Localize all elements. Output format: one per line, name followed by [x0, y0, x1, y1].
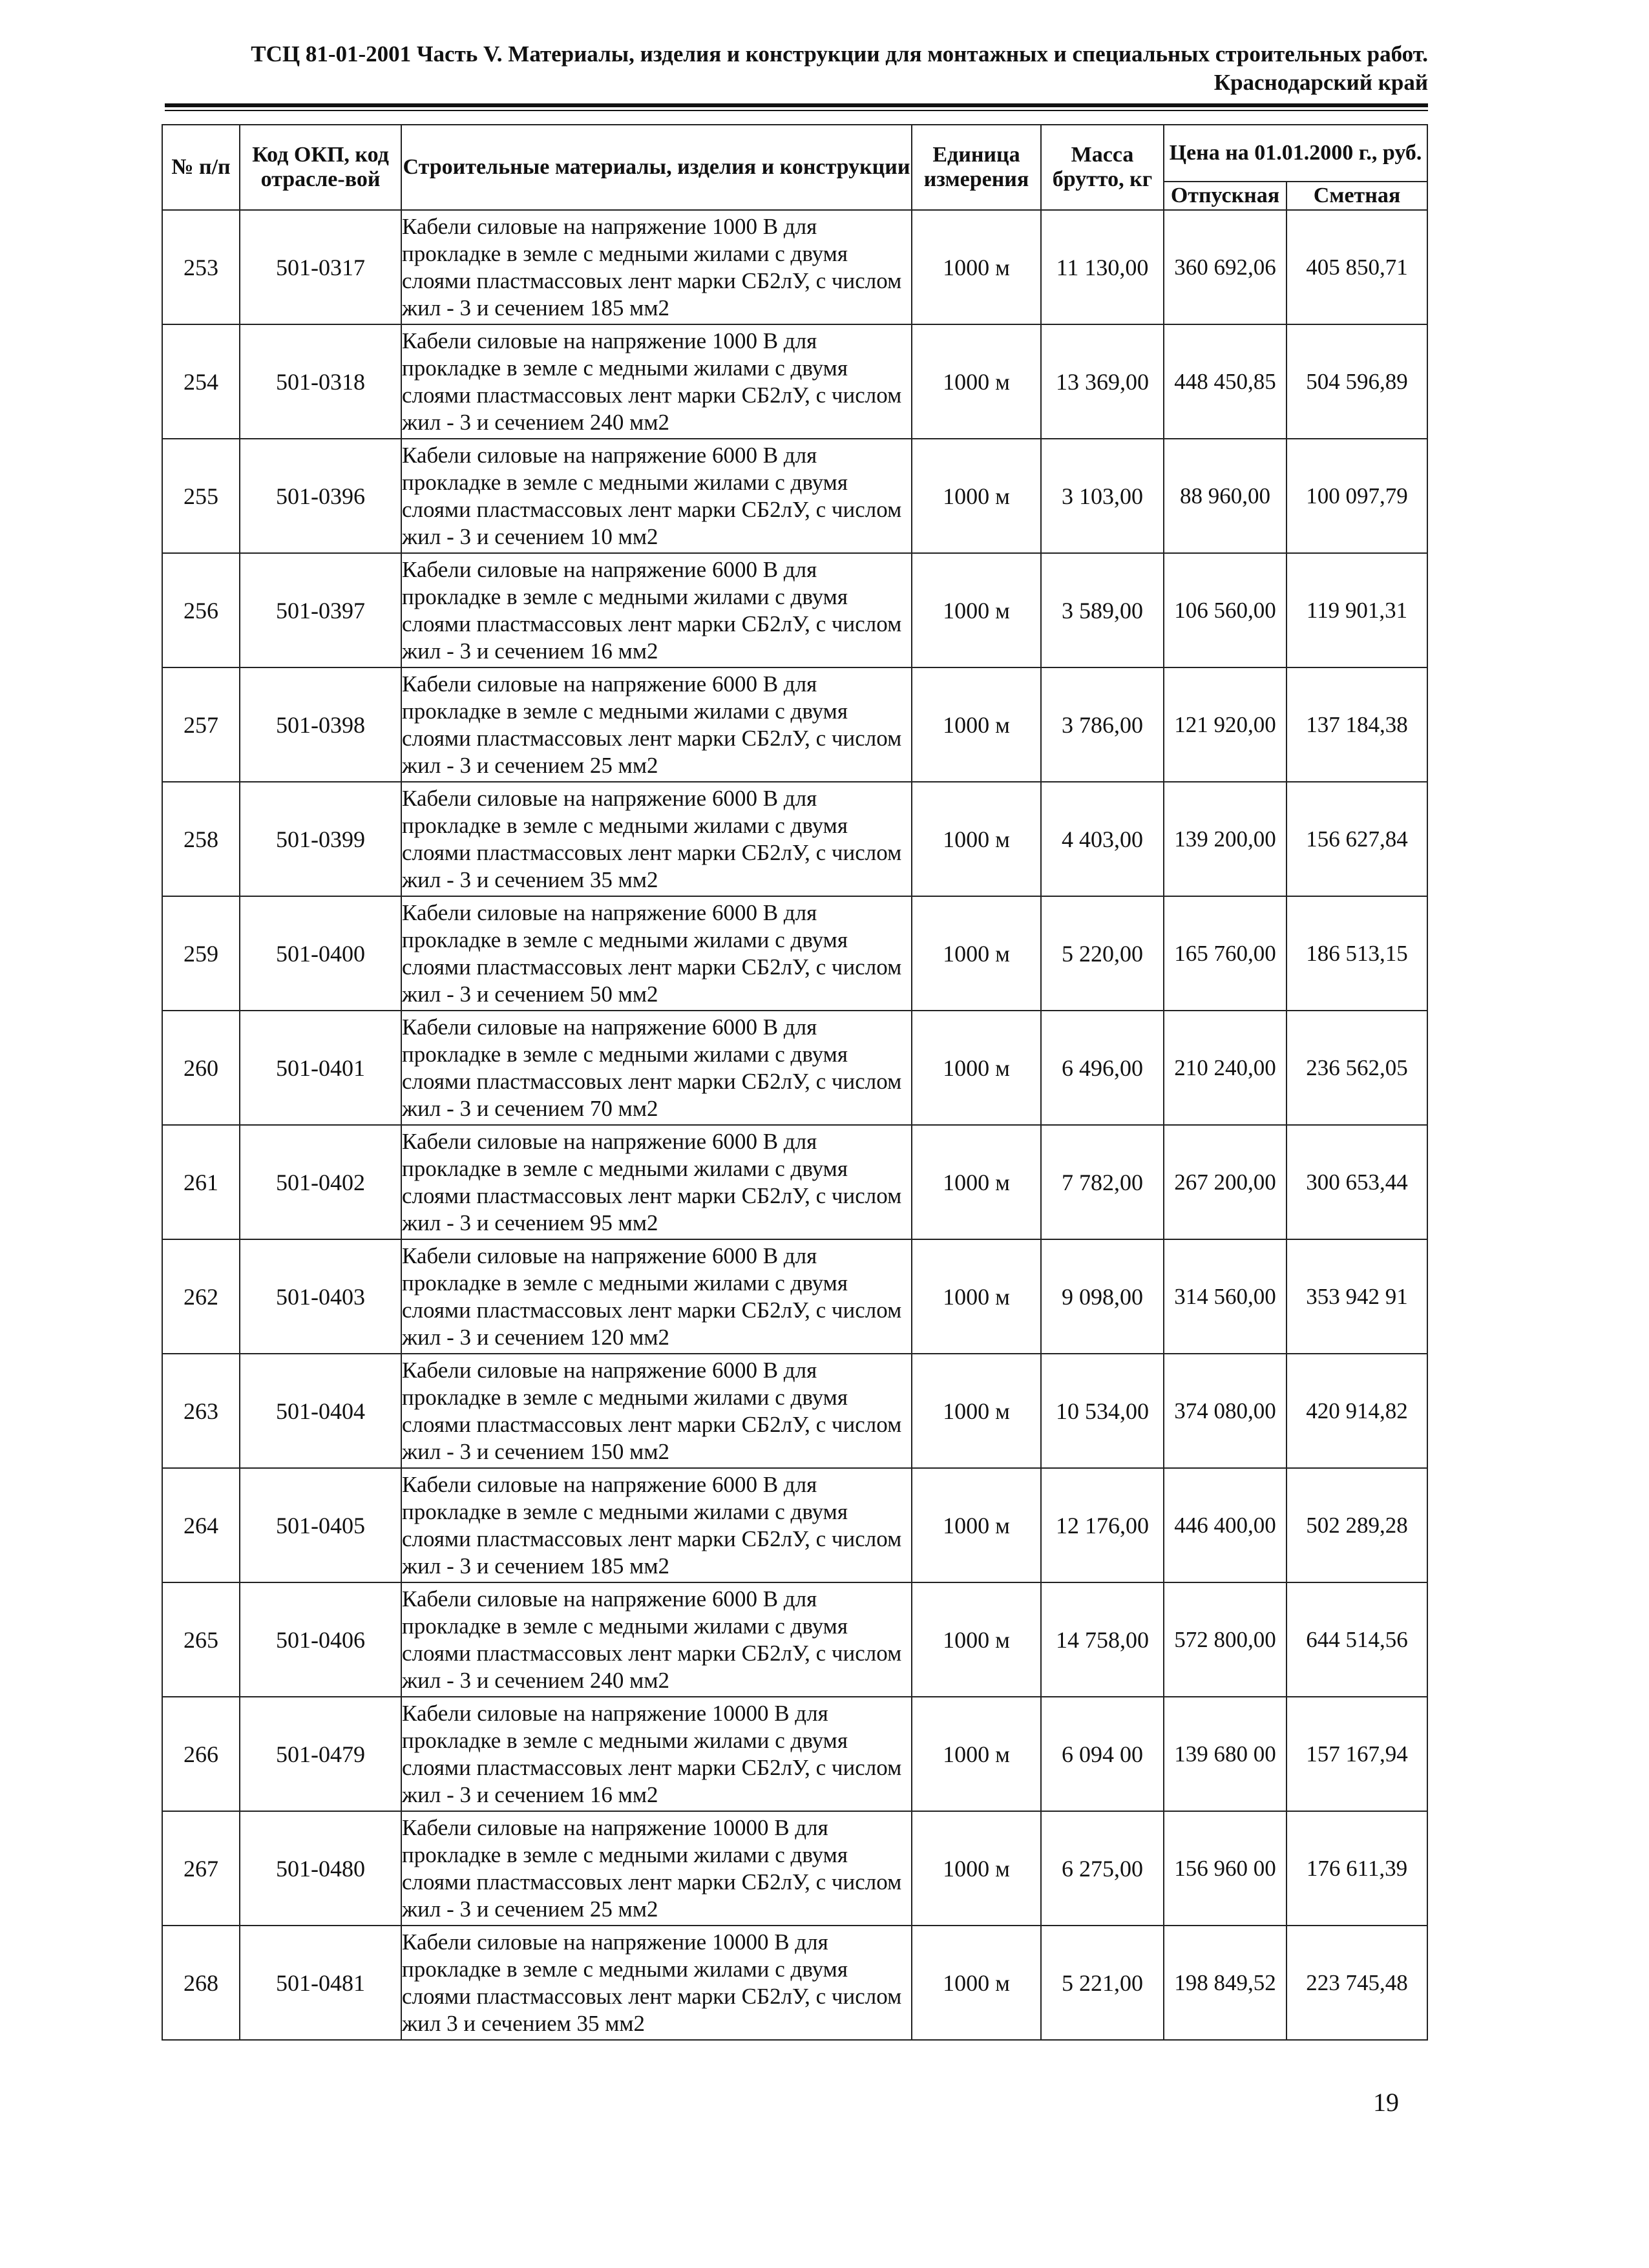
- row-name: Кабели силовые на напряжение 1000 В для прокладке в земле с медными жилами с двумя слоями пластмассовых лент марки СБ2лУ, с числом жил - 3 и сечением 185 мм2: [401, 210, 912, 324]
- row-mass: 13 369,00: [1041, 324, 1164, 439]
- document-title: ТСЦ 81-01-2001 Часть V. Материалы, изделия и конструкции для монтажных и специальных строительных работ.: [251, 41, 1428, 67]
- row-code: 501-0404: [240, 1354, 401, 1468]
- header-rule-thin: [165, 110, 1428, 111]
- table-row: [162, 1697, 1427, 1811]
- row-code: 501-0406: [240, 1582, 401, 1697]
- row-name: Кабели силовые на напряжение 6000 В для прокладке в земле с медными жилами с двумя слоями пластмассовых лент марки СБ2лУ, с числом жил - 3 и сечением 95 мм2: [401, 1125, 912, 1239]
- row-price-release: 198 849,52: [1164, 1926, 1287, 2040]
- row-number: 258: [162, 782, 240, 896]
- row-price-release: 88 960,00: [1164, 439, 1287, 553]
- table-row: [162, 1926, 1427, 2040]
- row-price-release: 210 240,00: [1164, 1011, 1287, 1125]
- region-subtitle: Краснодарский край: [1213, 70, 1428, 95]
- row-unit: 1000 м: [912, 1239, 1041, 1354]
- row-code: 501-0402: [240, 1125, 401, 1239]
- row-number: 253: [162, 210, 240, 324]
- row-mass: 12 176,00: [1041, 1468, 1164, 1582]
- row-name: Кабели силовые на напряжение 6000 В для прокладке в земле с медными жилами с двумя слоями пластмассовых лент марки СБ2лУ, с числом жил - 3 и сечением 50 мм2: [401, 896, 912, 1011]
- row-unit: 1000 м: [912, 1811, 1041, 1926]
- row-number: 267: [162, 1811, 240, 1926]
- row-price-release: 156 960 00: [1164, 1811, 1287, 1926]
- row-unit: 1000 м: [912, 1125, 1041, 1239]
- row-price-estimate: 119 901,31: [1287, 553, 1427, 667]
- row-mass: 5 220,00: [1041, 896, 1164, 1011]
- header-price-estimate: Сметная: [1287, 182, 1427, 210]
- table-row: [162, 324, 1427, 439]
- table-row: [162, 1354, 1427, 1468]
- row-code: 501-0398: [240, 667, 401, 782]
- row-name: Кабели силовые на напряжение 1000 В для прокладке в земле с медными жилами с двумя слоями пластмассовых лент марки СБ2лУ, с числом жил - 3 и сечением 240 мм2: [401, 324, 912, 439]
- row-code: 501-0403: [240, 1239, 401, 1354]
- row-name: Кабели силовые на напряжение 6000 В для прокладке в земле с медными жилами с двумя слоями пластмассовых лент марки СБ2лУ, с числом жил - 3 и сечением 25 мм2: [401, 667, 912, 782]
- row-unit: 1000 м: [912, 210, 1041, 324]
- table-row: [162, 1125, 1427, 1239]
- row-mass: 4 403,00: [1041, 782, 1164, 896]
- table-row: [162, 439, 1427, 553]
- row-price-release: 267 200,00: [1164, 1125, 1287, 1239]
- row-code: 501-0479: [240, 1697, 401, 1811]
- row-price-estimate: 236 562,05: [1287, 1011, 1427, 1125]
- row-unit: 1000 м: [912, 896, 1041, 1011]
- row-name: Кабели силовые на напряжение 6000 В для прокладке в земле с медными жилами с двумя слоями пластмассовых лент марки СБ2лУ, с числом жил - 3 и сечением 120 мм2: [401, 1239, 912, 1354]
- row-name: Кабели силовые на напряжение 6000 В для прокладке в земле с медными жилами с двумя слоями пластмассовых лент марки СБ2лУ, с числом жил - 3 и сечением 35 мм2: [401, 782, 912, 896]
- table-row: [162, 1239, 1427, 1354]
- row-number: 263: [162, 1354, 240, 1468]
- row-price-release: 139 680 00: [1164, 1697, 1287, 1811]
- row-name: Кабели силовые на напряжение 10000 В для прокладке в земле с медными жилами с двумя слоями пластмассовых лент марки СБ2лУ, с числом жил 3 и сечением 35 мм2: [401, 1926, 912, 2040]
- row-code: 501-0397: [240, 553, 401, 667]
- row-code: 501-0396: [240, 439, 401, 553]
- row-number: 257: [162, 667, 240, 782]
- table-header: [162, 125, 1427, 210]
- row-number: 261: [162, 1125, 240, 1239]
- row-price-release: 121 920,00: [1164, 667, 1287, 782]
- price-table: [162, 124, 1428, 2041]
- row-mass: 6 275,00: [1041, 1811, 1164, 1926]
- row-mass: 6 094 00: [1041, 1697, 1164, 1811]
- table-row: [162, 1811, 1427, 1926]
- row-code: 501-0400: [240, 896, 401, 1011]
- row-mass: 9 098,00: [1041, 1239, 1164, 1354]
- row-price-estimate: 353 942 91: [1287, 1239, 1427, 1354]
- row-price-release: 448 450,85: [1164, 324, 1287, 439]
- row-mass: 6 496,00: [1041, 1011, 1164, 1125]
- table-row: [162, 896, 1427, 1011]
- row-name: Кабели силовые на напряжение 6000 В для прокладке в земле с медными жилами с двумя слоями пластмассовых лент марки СБ2лУ, с числом жил - 3 и сечением 150 мм2: [401, 1354, 912, 1468]
- row-price-estimate: 186 513,15: [1287, 896, 1427, 1011]
- row-price-estimate: 504 596,89: [1287, 324, 1427, 439]
- row-unit: 1000 м: [912, 1697, 1041, 1811]
- row-code: 501-0399: [240, 782, 401, 896]
- row-price-estimate: 502 289,28: [1287, 1468, 1427, 1582]
- page-number: 19: [1373, 2088, 1399, 2117]
- row-price-release: 374 080,00: [1164, 1354, 1287, 1468]
- row-number: 268: [162, 1926, 240, 2040]
- row-mass: 11 130,00: [1041, 210, 1164, 324]
- row-mass: 3 589,00: [1041, 553, 1164, 667]
- row-number: 255: [162, 439, 240, 553]
- row-code: 501-0481: [240, 1926, 401, 2040]
- row-price-release: 314 560,00: [1164, 1239, 1287, 1354]
- table-body: [162, 210, 1427, 2040]
- header-num: № п/п: [162, 125, 240, 210]
- row-code: 501-0480: [240, 1811, 401, 1926]
- row-number: 262: [162, 1239, 240, 1354]
- row-price-release: 360 692,06: [1164, 210, 1287, 324]
- row-unit: 1000 м: [912, 324, 1041, 439]
- row-number: 254: [162, 324, 240, 439]
- header-code: Код ОКП, код отрасле-вой: [240, 125, 401, 210]
- row-price-estimate: 300 653,44: [1287, 1125, 1427, 1239]
- row-name: Кабели силовые на напряжение 10000 В для прокладке в земле с медными жилами с двумя слоями пластмассовых лент марки СБ2лУ, с числом жил - 3 и сечением 25 мм2: [401, 1811, 912, 1926]
- row-code: 501-0405: [240, 1468, 401, 1582]
- row-name: Кабели силовые на напряжение 6000 В для прокладке в земле с медными жилами с двумя слоями пластмассовых лент марки СБ2лУ, с числом жил - 3 и сечением 16 мм2: [401, 553, 912, 667]
- row-price-estimate: 100 097,79: [1287, 439, 1427, 553]
- table-row: [162, 1468, 1427, 1582]
- row-mass: 3 786,00: [1041, 667, 1164, 782]
- row-name: Кабели силовые на напряжение 6000 В для прокладке в земле с медными жилами с двумя слоями пластмассовых лент марки СБ2лУ, с числом жил - 3 и сечением 185 мм2: [401, 1468, 912, 1582]
- row-mass: 10 534,00: [1041, 1354, 1164, 1468]
- row-price-estimate: 156 627,84: [1287, 782, 1427, 896]
- row-number: 256: [162, 553, 240, 667]
- row-price-release: 446 400,00: [1164, 1468, 1287, 1582]
- row-price-estimate: 420 914,82: [1287, 1354, 1427, 1468]
- row-price-release: 572 800,00: [1164, 1582, 1287, 1697]
- row-price-estimate: 137 184,38: [1287, 667, 1427, 782]
- row-price-estimate: 157 167,94: [1287, 1697, 1427, 1811]
- table-row: [162, 667, 1427, 782]
- row-code: 501-0401: [240, 1011, 401, 1125]
- row-mass: 5 221,00: [1041, 1926, 1164, 2040]
- table-row: [162, 1582, 1427, 1697]
- table-row: [162, 210, 1427, 324]
- header-mass: Масса брутто, кг: [1041, 125, 1164, 210]
- row-price-estimate: 644 514,56: [1287, 1582, 1427, 1697]
- table-row: [162, 553, 1427, 667]
- row-mass: 7 782,00: [1041, 1125, 1164, 1239]
- row-number: 260: [162, 1011, 240, 1125]
- row-price-estimate: 405 850,71: [1287, 210, 1427, 324]
- row-price-estimate: 223 745,48: [1287, 1926, 1427, 2040]
- header-price-release: Отпускная: [1164, 182, 1287, 210]
- header-unit: Единица измерения: [912, 125, 1041, 210]
- row-unit: 1000 м: [912, 1354, 1041, 1468]
- row-number: 265: [162, 1582, 240, 1697]
- row-unit: 1000 м: [912, 782, 1041, 896]
- row-number: 259: [162, 896, 240, 1011]
- row-name: Кабели силовые на напряжение 10000 В для прокладке в земле с медными жилами с двумя слоями пластмассовых лент марки СБ2лУ, с числом жил - 3 и сечением 16 мм2: [401, 1697, 912, 1811]
- row-unit: 1000 м: [912, 553, 1041, 667]
- page-header: [165, 40, 1428, 97]
- row-unit: 1000 м: [912, 439, 1041, 553]
- row-unit: 1000 м: [912, 1011, 1041, 1125]
- table-row: [162, 1011, 1427, 1125]
- row-mass: 3 103,00: [1041, 439, 1164, 553]
- row-price-release: 165 760,00: [1164, 896, 1287, 1011]
- row-mass: 14 758,00: [1041, 1582, 1164, 1697]
- row-price-release: 106 560,00: [1164, 553, 1287, 667]
- row-unit: 1000 м: [912, 1926, 1041, 2040]
- row-price-estimate: 176 611,39: [1287, 1811, 1427, 1926]
- row-name: Кабели силовые на напряжение 6000 В для прокладке в земле с медными жилами с двумя слоями пластмассовых лент марки СБ2лУ, с числом жил - 3 и сечением 70 мм2: [401, 1011, 912, 1125]
- row-price-release: 139 200,00: [1164, 782, 1287, 896]
- row-number: 266: [162, 1697, 240, 1811]
- row-unit: 1000 м: [912, 667, 1041, 782]
- row-number: 264: [162, 1468, 240, 1582]
- row-code: 501-0317: [240, 210, 401, 324]
- row-code: 501-0318: [240, 324, 401, 439]
- row-name: Кабели силовые на напряжение 6000 В для прокладке в земле с медными жилами с двумя слоями пластмассовых лент марки СБ2лУ, с числом жил - 3 и сечением 240 мм2: [401, 1582, 912, 1697]
- row-unit: 1000 м: [912, 1582, 1041, 1697]
- header-name: Строительные материалы, изделия и конструкции: [401, 125, 912, 210]
- table-row: [162, 782, 1427, 896]
- row-name: Кабели силовые на напряжение 6000 В для прокладке в земле с медными жилами с двумя слоями пластмассовых лент марки СБ2лУ, с числом жил - 3 и сечением 10 мм2: [401, 439, 912, 553]
- header-price: Цена на 01.01.2000 г., руб.: [1164, 125, 1427, 182]
- row-unit: 1000 м: [912, 1468, 1041, 1582]
- header-rule-thick: [165, 103, 1428, 107]
